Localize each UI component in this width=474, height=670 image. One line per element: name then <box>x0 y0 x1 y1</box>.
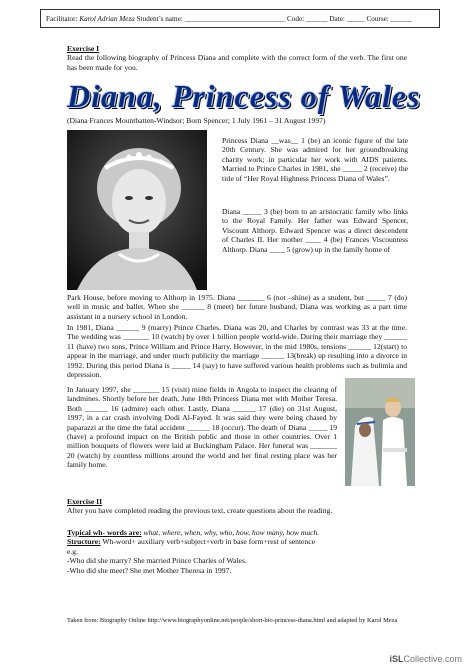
diana-mother-teresa-photo <box>345 378 415 486</box>
structure-text: Wh-word+ auxiliary verb+subject+verb in base form+rest of sentence <box>102 537 315 547</box>
paragraph-2b: Park House, before moving to Althorp in 1975. Diana _______ 6 (not –shine) as a student, but _____ 7 (do) well in music and ballet. When she ______ 8 (meet) her future husband, Diana was working as a part time assistant in a nursery school in London. <box>67 293 407 321</box>
student-name-field[interactable]: Student’s name: ____________________________ <box>136 15 286 23</box>
facilitator-label: Facilitator: <box>46 15 78 23</box>
exercise2-block <box>67 497 407 516</box>
example-2: -Who did she meet? She met Mother Theresa in 1997. <box>67 565 232 575</box>
exercise1-instructions: Read the following biography of Princess Diana and complete with the correct form of the verb. The first one has been made for you. <box>67 53 407 72</box>
teresa-image <box>345 378 415 486</box>
source-credit: Taken from: Biography Online http://www.biographyonline.net/people/short-bio-princess-diana.html and adapted by Karol Meza <box>67 617 398 624</box>
typical-words-label: Typical wh- words are: <box>67 528 142 537</box>
paragraph-1: Princess Diana __was__ 1 (be) an iconic figure of the late 20th Century. She was admired for her groundbreaking charity work; in particular her work with AIDS patients. Married to Prince Charles in 1981, she _____ 2 (receive) the title of “Her Royal Highness Princess Diana of Wales”. <box>222 136 408 183</box>
structure-line <box>67 537 412 546</box>
exercise2-heading: Exercise II <box>67 497 103 506</box>
islcollective-logo <box>389 654 462 664</box>
exercise2-details <box>67 528 412 575</box>
header-box <box>40 9 440 28</box>
exercise1-heading: Exercise I <box>67 44 100 53</box>
paragraph-2a: Diana _____ 3 (be) born to an aristocratic family who links to the Royal Family. Her father was Edward Spencer, Viscount Althorp. Edward Spencer was a direct descendent of Charles II. Her mother ____ 4 (be) Frances Viscountess Althorp. Diana ____ 5 (grow) up in the family home of <box>222 207 408 254</box>
portrait-image <box>67 130 207 290</box>
date-field[interactable]: Date: _____ <box>329 15 365 23</box>
paragraph-3: In 1981, Diana ______ 9 (marry) Prince Charles. Diana was 20, and Charles by contrast was 33 at the time. The wedding was _______ 10 (watch) by over 1 billion people world-wide. During their marriage they ______ 11 (have) two sons, Prince William and Prince Harry. However, in the mid 1980s, tensions ______ 12(start) to appear in the marriage, and under much publicity the marriage ______ 13(break) up resulting into a divorce in 1992. During this period Diana is _____ 14 (say) to have suffered various health problems such as bulimia and depression. <box>67 323 407 380</box>
logo-main: iSL <box>389 654 404 664</box>
exercise1-block <box>67 44 407 72</box>
typical-words-line <box>67 528 412 537</box>
structure-label: Structure: <box>67 537 101 547</box>
paragraph-4: In January 1997, she _______ 15 (visit) mine fields in Angola to inspect the clearing of landmines. Shortly before her death, June 18th Princess Diana met with Mother Teresa. Both ______ 16 (admire) each other. Lastly, Diana ______ 17 (die) on 31st August, 1997, in a car crash involving Dodi Al-Fayed. It was said they were being chased by paparazzi at the time the fatal accident ______ 18 (occur). The death of Diana _____ 19 (have) a profound impact on the British public and those in other countries. Over 1 million bouquets of flowers were laid at Buckingham Palace. Her funeral was _______ 20 (watch) by countless millions around the world and her final resting place was her family home. <box>67 385 337 470</box>
page-title: Diana, Princess of Wales <box>67 78 421 114</box>
logo-rest: Collective.com <box>403 654 462 664</box>
code-field[interactable]: Code: ______ <box>287 15 328 23</box>
typical-words: what, where, when, why, who, how, how many, how much. <box>143 528 320 537</box>
subtitle: (Diana Frances Mountbatten-Windsor; Born Spencer; 1 July 1961 – 31 August 1997) <box>67 116 326 125</box>
example-label: e.g. <box>67 546 78 556</box>
exercise2-instructions: After you have completed reading the previous text, create questions about the reading. <box>67 506 333 516</box>
facilitator-name: Karol Adrian Meza <box>79 15 135 23</box>
diana-portrait <box>67 130 207 290</box>
course-field[interactable]: Course: ______ <box>366 15 413 23</box>
example-1: -Who did she marry? She married Prince Charles of Wales. <box>67 556 247 566</box>
